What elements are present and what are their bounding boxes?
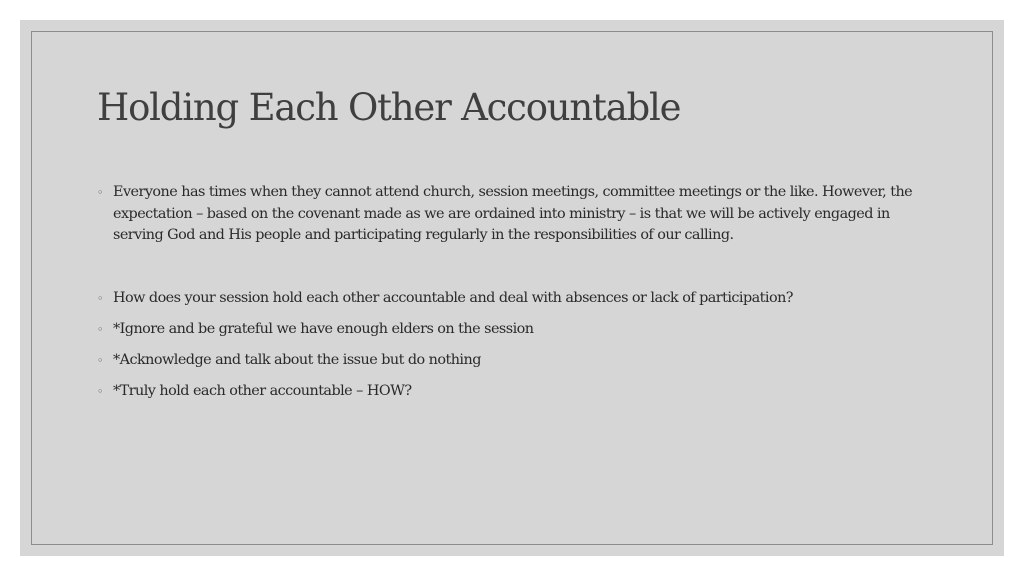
bullet-marker-icon: ◦ [97, 186, 103, 199]
bullet-item [97, 182, 933, 247]
bullet-text: *Truly hold each other accountable – HOW? [113, 382, 412, 399]
bullet-marker-icon: ◦ [97, 322, 103, 336]
bullet-list [97, 182, 933, 402]
slide-title: Holding Each Other Accountable [97, 86, 681, 129]
bullet-item [97, 288, 933, 310]
bullet-text: How does your session hold each other accountable and deal with absences or lack of participation? [113, 289, 793, 306]
bullet-item [97, 381, 933, 403]
bullet-marker-icon: ◦ [97, 384, 103, 398]
slide [20, 20, 1004, 556]
bullet-text: Everyone has times when they cannot attend church, session meetings, committee meetings or the like. However, the expectation – based on the covenant made as we are ordained into ministry – is that we will be actively engaged in serving God and His people and participating regularly in the responsibilities of our calling. [113, 184, 913, 243]
bullet-text: *Ignore and be grateful we have enough elders on the session [113, 320, 534, 337]
bullet-text: *Acknowledge and talk about the issue but do nothing [113, 351, 481, 368]
bullet-marker-icon: ◦ [97, 353, 103, 367]
bullet-marker-icon: ◦ [97, 291, 103, 305]
bullet-item [97, 319, 933, 341]
bullet-item [97, 350, 933, 372]
